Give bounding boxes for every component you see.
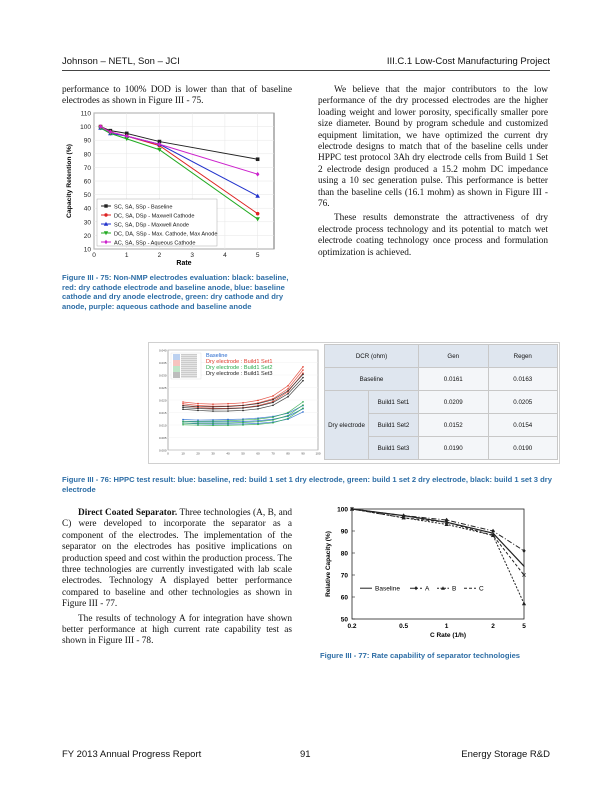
- table-cell: 0.0154: [488, 414, 558, 437]
- legend-label: DC, SA, DSp - Maxwell Cathode: [114, 213, 195, 220]
- data-point: [212, 410, 214, 412]
- y-tick-label: 0.020: [158, 398, 167, 403]
- legend-label: [181, 372, 197, 373]
- data-point: [272, 422, 274, 424]
- data-point: [104, 204, 107, 207]
- data-point: [182, 405, 184, 407]
- data-point: [182, 424, 184, 426]
- paragraph-text: Three technologies (A, B, and C) were developed to incorporate the separator as a component of the electrodes. The implementation of the separator on the electrodes has positive implications on production speed and cost within the production process. The three technologies are currently investigated with lab scale electrodes. Technology A displayed better performance compared to baseline and other technologies as shown in Figure III - 77.: [62, 508, 293, 610]
- data-point: [287, 412, 289, 414]
- paragraph: The results of technology A for integration have shown better performance at high current rate capability test as shown in Figure III - 78.: [62, 613, 292, 647]
- data-point: [227, 403, 229, 405]
- y-tick-label: 70: [83, 164, 91, 172]
- data-point: [227, 408, 229, 410]
- data-point: [257, 403, 259, 405]
- data-point: [272, 395, 274, 397]
- row-label: Baseline: [325, 368, 419, 391]
- legend-label: SC, SA, SSp - Baseline: [114, 204, 173, 211]
- legend-label: A: [425, 585, 430, 593]
- data-point: [302, 404, 304, 406]
- y-tick-label: 90: [340, 528, 348, 536]
- legend-label: [181, 364, 197, 365]
- x-tick-label: 0.2: [347, 623, 357, 630]
- data-point: [182, 419, 184, 421]
- paragraph: [62, 508, 292, 611]
- y-tick-label: 0.005: [158, 435, 167, 440]
- data-point: [182, 422, 184, 424]
- x-tick-label: 2: [157, 252, 162, 259]
- x-tick-label: 1: [444, 623, 449, 630]
- data-point: [182, 403, 184, 405]
- data-point: [272, 399, 274, 401]
- y-tick-label: 0.025: [158, 385, 167, 390]
- paragraph: These results demonstrate the attractiveness of dry electrode process technology and its potential to match wet electrode coating technology once process and formulation optimization is achieved.: [318, 213, 548, 258]
- paragraph: performance to 100% DOD is lower than that of baseline electrodes as shown in Figure III - 75.: [62, 85, 292, 107]
- right-col-top: [318, 85, 548, 262]
- y-tick-label: 10: [83, 246, 91, 254]
- data-point: [287, 390, 289, 392]
- row-group-label: Dry electrode: [325, 391, 369, 460]
- legend-label: [181, 370, 197, 371]
- x-tick-label: 3: [190, 252, 194, 259]
- data-point: [257, 421, 259, 423]
- header-rule: [62, 70, 550, 71]
- data-point: [212, 425, 214, 427]
- footer-right: Energy Storage R&D: [461, 749, 550, 760]
- table-header: Gen: [419, 345, 489, 368]
- legend-label: Baseline: [206, 353, 228, 359]
- data-point: [182, 420, 184, 422]
- data-point: [272, 419, 274, 421]
- legend-label: C: [479, 585, 484, 593]
- x-tick-label: 30: [211, 451, 215, 456]
- data-point: [287, 393, 289, 395]
- legend-label: [181, 376, 197, 377]
- legend-label: AC, SA, SSp - Aqueous Cathode: [114, 240, 196, 247]
- y-tick-label: 0.000: [158, 448, 167, 453]
- x-tick-label: 90: [301, 451, 305, 456]
- row-label: Build1 Set3: [369, 437, 419, 460]
- y-tick-label: 30: [83, 219, 91, 227]
- x-tick-label: 4: [223, 252, 227, 259]
- page-number: 91: [300, 749, 311, 760]
- data-point: [197, 424, 199, 426]
- x-tick-label: 0: [167, 451, 169, 456]
- data-point: [287, 385, 289, 387]
- data-point: [242, 402, 244, 404]
- data-point: [197, 410, 199, 412]
- x-tick-label: 40: [226, 451, 230, 456]
- data-point: [212, 408, 214, 410]
- table-cell: 0.0152: [419, 414, 489, 437]
- y-tick-label: 100: [337, 506, 348, 514]
- data-point: [272, 402, 274, 404]
- legend-label: B: [452, 585, 457, 593]
- data-point: [302, 411, 304, 413]
- left-col-top: [62, 85, 292, 111]
- figure-75-caption: Figure III - 75: Non-NMP electrodes evaluation: black: baseline, red: dry cathode electrode and baseline anode, blue: baseline cathode and dry anode electrode, green: dry cathode and dry anode, purple: aqueous cathode and baseline anode: [62, 273, 289, 311]
- figure-76-caption: Figure III - 76: HPPC test result: blue: baseline, red: build 1 set 1 dry electrode, green: build 1 set 2 dry electrode, black: build 1 set 3 dry electrode: [62, 475, 552, 494]
- figure-76-chart: [150, 344, 322, 462]
- legend-label: [181, 356, 197, 357]
- data-point: [242, 419, 244, 421]
- y-tick-label: 50: [340, 616, 348, 624]
- legend: [97, 199, 218, 246]
- data-point: [257, 418, 259, 420]
- y-axis-label: Capacity Retention (%): [66, 143, 73, 219]
- data-point: [302, 407, 304, 409]
- legend-label: [181, 358, 197, 359]
- data-point: [197, 406, 199, 408]
- table-row: [325, 391, 558, 414]
- table-cell: 0.0205: [488, 391, 558, 414]
- table-cell: 0.0161: [419, 368, 489, 391]
- table-row: [325, 368, 558, 391]
- dcr-table: [324, 344, 558, 460]
- data-point: [197, 408, 199, 410]
- y-tick-label: 0.010: [158, 423, 167, 428]
- legend-label: [181, 366, 197, 367]
- data-point: [287, 396, 289, 398]
- y-tick-label: 60: [340, 594, 348, 602]
- table-header-row: [325, 345, 558, 368]
- y-tick-label: 0.030: [158, 373, 167, 378]
- x-tick-label: 100: [315, 451, 321, 456]
- header-left: Johnson – NETL, Son – JCI: [62, 56, 180, 67]
- x-tick-label: 60: [256, 451, 260, 456]
- data-point: [197, 403, 199, 405]
- data-point: [227, 424, 229, 426]
- legend-label: [181, 374, 197, 375]
- row-label: Build1 Set2: [369, 414, 419, 437]
- data-point: [182, 408, 184, 410]
- data-point: [257, 408, 259, 410]
- data-point: [104, 213, 107, 216]
- data-point: [256, 157, 260, 161]
- figure-77-chart: [312, 503, 538, 645]
- y-tick-label: 70: [340, 572, 348, 580]
- y-tick-label: 0.015: [158, 410, 167, 415]
- y-tick-label: 100: [80, 124, 91, 132]
- legend-label: SC, SA, DSp - Maxwell Anode: [114, 222, 189, 229]
- legend-label: [181, 354, 197, 355]
- data-point: [272, 416, 274, 418]
- y-tick-label: 0.040: [158, 348, 167, 353]
- data-point: [287, 388, 289, 390]
- x-tick-label: 10: [181, 451, 185, 456]
- data-point: [242, 424, 244, 426]
- data-point: [227, 420, 229, 422]
- x-tick-label: 5: [522, 623, 526, 630]
- data-point: [182, 407, 184, 409]
- legend-label: Baseline: [375, 585, 400, 593]
- data-point: [242, 422, 244, 424]
- paragraph: We believe that the major contributors to the low performance of the dry processed electrodes are the higher loading weight and lower porosity, specifically smaller pore size diameter. Bound by program schedule and customized equipment limitation, we have optimized the current dry electrode designs to match that of the baseline cells under HPPC test protocol 3Ah dry electrode cells from Build 1 Set 2 electrode design produced a 15.2 mohm DC impedance using a 10 sec generation pulse. This performance is better than the baseline cells (16.1 mohm) as shown in Figure III - 76.: [318, 85, 548, 210]
- x-tick-label: 1: [124, 252, 129, 259]
- section-heading: Direct Coated Separator.: [78, 508, 178, 518]
- data-point: [212, 420, 214, 422]
- y-tick-label: 20: [83, 232, 91, 240]
- legend-label: [181, 368, 197, 369]
- figure-77-caption: Figure III - 77: Rate capability of separator technologies: [320, 651, 521, 660]
- x-tick-label: 20: [196, 451, 200, 456]
- data-point: [257, 405, 259, 407]
- x-tick-label: 70: [271, 451, 275, 456]
- footer-left: FY 2013 Annual Progress Report: [62, 749, 202, 760]
- data-point: [212, 422, 214, 424]
- data-point: [272, 405, 274, 407]
- data-point: [302, 377, 304, 379]
- data-point: [257, 424, 259, 426]
- data-point: [256, 212, 260, 216]
- data-point: [242, 405, 244, 407]
- header-right: III.C.1 Low-Cost Manufacturing Project: [386, 56, 550, 67]
- legend-label: Dry electrode : Build1 Set3: [206, 371, 273, 377]
- table-cell: 0.0190: [488, 437, 558, 460]
- legend-label: [181, 362, 197, 363]
- data-point: [227, 406, 229, 408]
- left-col-bottom: [62, 508, 292, 651]
- data-point: [287, 418, 289, 420]
- y-tick-label: 90: [83, 137, 91, 145]
- table-header: Regen: [488, 345, 558, 368]
- data-point: [227, 422, 229, 424]
- legend-label: Dry electrode : Build1 Set1: [206, 359, 273, 365]
- x-tick-label: 2: [491, 623, 495, 630]
- table-cell: 0.0209: [419, 391, 489, 414]
- table-cell: 0.0163: [488, 368, 558, 391]
- x-tick-label: 5: [255, 252, 260, 259]
- data-point: [302, 380, 304, 382]
- y-axis-label: Relative Capacity (%): [325, 531, 332, 597]
- x-tick-label: 0.5: [399, 623, 409, 630]
- figure-75-chart: [62, 109, 280, 269]
- x-axis-label: C Rate (1/h): [429, 632, 467, 639]
- data-point: [242, 407, 244, 409]
- x-tick-label: 0: [92, 252, 96, 259]
- y-tick-label: 110: [80, 110, 91, 118]
- x-tick-label: 80: [286, 451, 290, 456]
- x-tick-label: 50: [241, 451, 245, 456]
- data-point: [242, 410, 244, 412]
- plot-area: [352, 509, 524, 619]
- data-point: [302, 374, 304, 376]
- data-point: [212, 403, 214, 405]
- data-point: [212, 406, 214, 408]
- data-point: [287, 415, 289, 417]
- data-point: [302, 369, 304, 371]
- y-tick-label: 60: [83, 178, 91, 186]
- data-point: [197, 421, 199, 423]
- legend-label: Dry electrode : Build1 Set2: [206, 365, 273, 371]
- data-point: [257, 400, 259, 402]
- legend-label: DC, DA, SSp - Max. Cathode, Max Anode: [114, 231, 218, 238]
- y-tick-label: 50: [83, 192, 91, 200]
- table-header: DCR (ohm): [325, 345, 419, 368]
- y-tick-label: 80: [83, 151, 91, 159]
- data-point: [227, 410, 229, 412]
- legend-label: [181, 360, 197, 361]
- data-point: [197, 422, 199, 424]
- x-axis-label: Rate: [176, 260, 192, 267]
- data-point: [302, 366, 304, 368]
- data-point: [523, 566, 524, 567]
- y-tick-label: 0.035: [158, 360, 167, 365]
- data-point: [182, 401, 184, 403]
- y-tick-label: 40: [83, 205, 91, 213]
- data-point: [302, 401, 304, 403]
- row-label: Build1 Set1: [369, 391, 419, 414]
- y-tick-label: 80: [340, 550, 348, 558]
- table-cell: 0.0190: [419, 437, 489, 460]
